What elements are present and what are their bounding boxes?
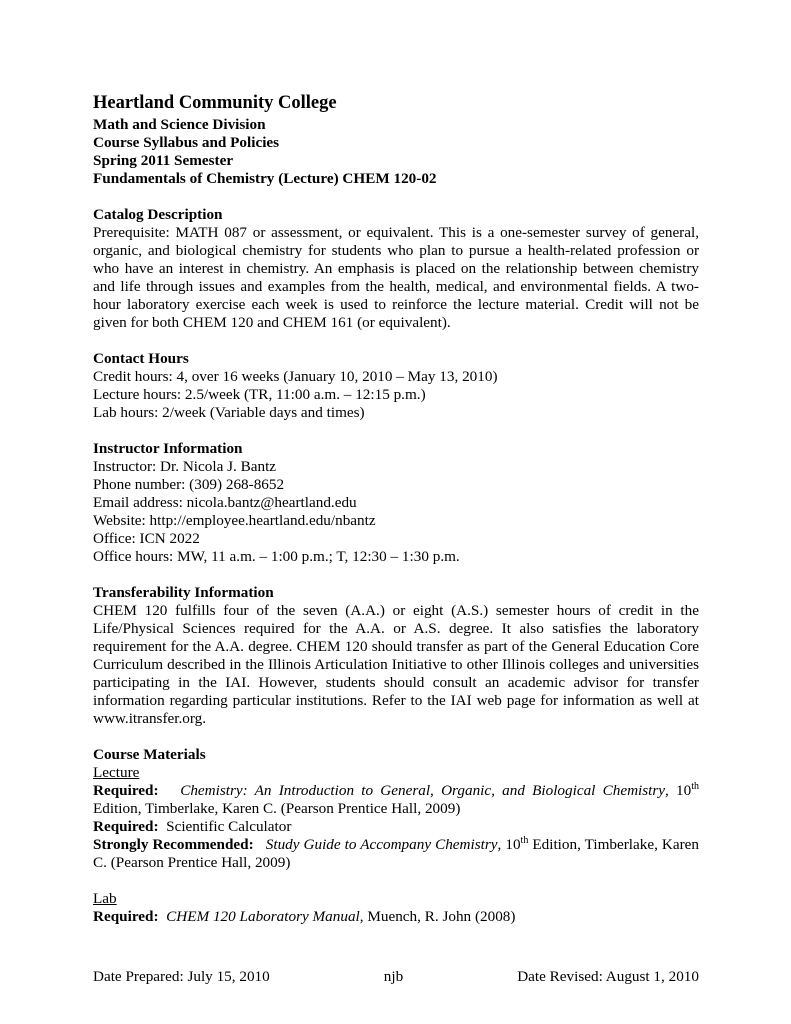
lecture-subheading: Lecture <box>93 764 140 781</box>
semester: Spring 2011 Semester <box>93 152 234 169</box>
required-calculator <box>93 818 699 836</box>
course-title: Fundamentals of Chemistry (Lecture) CHEM 120-02 <box>93 170 437 187</box>
instructor-name: Instructor: Dr. Nicola J. Bantz <box>93 458 277 475</box>
email-address: Email address: nicola.bantz@heartland.edu <box>93 494 357 511</box>
textbook-title: Chemistry: An Introduction to General, Organic, and Biological Chemistry <box>180 782 666 799</box>
instructor-heading: Instructor Information <box>93 440 243 457</box>
website: Website: http://employee.heartland.edu/nbantz <box>93 512 376 529</box>
textbook-details: Edition, Timberlake, Karen C. (Pearson Prentice Hall, 2009) <box>93 800 461 817</box>
required-label: Required: <box>93 782 159 799</box>
required-textbook <box>93 782 699 818</box>
lab-hours: Lab hours: 2/week (Variable days and times) <box>93 404 365 421</box>
materials-section <box>93 746 699 926</box>
study-guide-title: Study Guide to Accompany Chemistry <box>265 836 498 853</box>
phone-number: Phone number: (309) 268-8652 <box>93 476 285 493</box>
date-prepared: Date Prepared: July 15, 2010 <box>93 968 270 985</box>
catalog-heading: Catalog Description <box>93 206 223 223</box>
transfer-heading: Transferability Information <box>93 584 274 601</box>
calculator-text: Scientific Calculator <box>166 818 292 835</box>
syllabus-page <box>93 92 699 926</box>
textbook-edition-suffix: th <box>691 780 700 792</box>
document-type: Course Syllabus and Policies <box>93 134 280 151</box>
catalog-section <box>93 206 699 332</box>
lecture-hours: Lecture hours: 2.5/week (TR, 11:00 a.m. – 12:15 p.m.) <box>93 386 426 403</box>
study-guide-edition: , 10 <box>497 836 521 853</box>
transfer-section <box>93 584 699 728</box>
date-revised: Date Revised: August 1, 2010 <box>517 968 699 985</box>
required-label: Required: <box>93 908 159 925</box>
recommended-study-guide <box>93 836 699 872</box>
lab-subheading: Lab <box>93 890 117 907</box>
catalog-body: Prerequisite: MATH 087 or assessment, or equivalent. This is a one-semester survey of general, organic, and biological chemistry for students who plan to pursue a health-related profession or who have an interest in chemistry. An emphasis is placed on the relationship between chemistry and life through issues and examples from the health, medical, and environmental fields. A two-hour laboratory exercise each week is used to reinforce the lecture material. Credit will not be given for both CHEM 120 and CHEM 161 (or equivalent). <box>93 224 699 331</box>
textbook-edition: , 10 <box>665 782 692 799</box>
recommended-label: Strongly Recommended: <box>93 836 254 853</box>
materials-heading: Course Materials <box>93 746 206 763</box>
office-hours: Office hours: MW, 11 a.m. – 1:00 p.m.; T, 12:30 – 1:30 p.m. <box>93 548 460 565</box>
lab-manual-details: , Muench, R. John (2008) <box>359 908 516 925</box>
transfer-body: CHEM 120 fulfills four of the seven (A.A.) or eight (A.S.) semester hours of credit in the Life/Physical Sciences required for the A.A. or A.S. degree. It also satisfies the laboratory requirement for the A.A. degree. CHEM 120 should transfer as part of the General Education Core Curriculum described in the Illinois Articulation Initiative to other Illinois colleges and universities participating in the IAI. However, students should consult an academic advisor for transfer information regarding particular institutions. Refer to the IAI web page for information as well at www.itransfer.org. <box>93 602 699 727</box>
study-guide-edition-suffix: th <box>520 834 529 846</box>
office: Office: ICN 2022 <box>93 530 200 547</box>
contact-section <box>93 350 699 422</box>
college-name: Heartland Community College <box>93 93 337 113</box>
contact-heading: Contact Hours <box>93 350 189 367</box>
credit-hours: Credit hours: 4, over 16 weeks (January 10, 2010 – May 13, 2010) <box>93 368 498 385</box>
division-name: Math and Science Division <box>93 116 266 133</box>
required-label: Required: <box>93 818 159 835</box>
lab-manual <box>93 908 699 926</box>
author-initials: njb <box>383 968 404 985</box>
lab-manual-title: CHEM 120 Laboratory Manual <box>166 908 360 925</box>
study-guide-details: Edition, Timberlake, Karen C. (Pearson Prentice Hall, 2009) <box>93 836 699 871</box>
instructor-section <box>93 440 699 566</box>
page-footer <box>93 968 699 986</box>
